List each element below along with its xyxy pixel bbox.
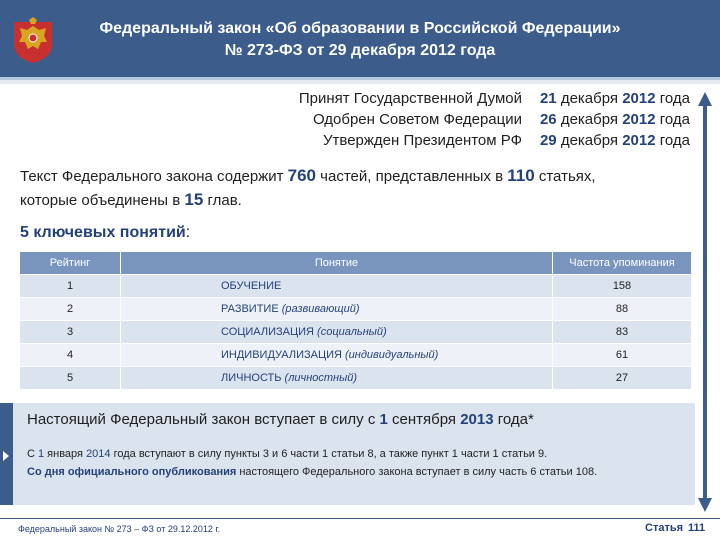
date-year: 2012 [622, 90, 656, 107]
adoption-dates [230, 88, 690, 151]
summary-text: которые объединены в [20, 192, 185, 209]
adoption-date [522, 109, 690, 130]
article-value: 111 [688, 522, 706, 534]
articles-count: 110 [507, 166, 535, 185]
table-row [20, 321, 692, 344]
frequency-cell: 158 [553, 275, 692, 298]
parts-count: 760 [287, 166, 317, 185]
law-summary [20, 164, 680, 212]
notice-month: января [44, 448, 87, 460]
date-year: 2012 [622, 111, 656, 128]
notice-text: года вступают в силу пункты 3 и 6 части 1 статьи 8, а также пункт 1 части 1 статьи 9. [110, 448, 548, 460]
page-title [60, 18, 660, 62]
concept-name: ОБУЧЕНИЕ [221, 280, 282, 292]
date-month: декабря [560, 90, 619, 107]
table-row [20, 367, 692, 390]
notice-day: 1 [379, 411, 388, 428]
vertical-scrollbar[interactable] [698, 92, 712, 512]
adoption-row [230, 130, 690, 151]
adoption-date [522, 130, 690, 151]
concept-cell [121, 344, 553, 367]
notice-text: С [27, 448, 38, 460]
summary-text: Текст Федерального закона содержит [20, 168, 288, 185]
concept-name: РАЗВИТИЕ [221, 303, 279, 315]
coat-of-arms-icon [10, 16, 56, 64]
date-suffix: года [659, 90, 690, 107]
concept-name: ЛИЧНОСТЬ [221, 372, 282, 384]
table-row [20, 344, 692, 367]
scroll-track[interactable] [703, 106, 707, 498]
rank-cell: 1 [20, 275, 121, 298]
table-header-row [20, 252, 692, 275]
date-year: 2012 [622, 132, 656, 149]
summary-text: статьях, [534, 168, 596, 185]
notice-main-text [27, 411, 534, 428]
table-row [20, 275, 692, 298]
notice-side-bar[interactable] [0, 403, 13, 505]
summary-text: частей, представленных в [316, 168, 508, 185]
concept-name: СОЦИАЛИЗАЦИЯ [221, 326, 314, 338]
footer-source: Федеральный закон № 273 – ФЗ от 29.12.2012 г. [18, 524, 221, 534]
date-day: 21 [539, 90, 557, 107]
slide-footer [0, 518, 720, 541]
adoption-label: Одобрен Советом Федерации [312, 111, 522, 128]
expand-triangle-icon[interactable] [3, 451, 9, 461]
slide-header [0, 0, 720, 80]
column-header-concept: Понятие [121, 252, 553, 275]
title-line-2: № 273-ФЗ от 29 декабря 2012 года [224, 42, 496, 59]
concepts-heading [20, 224, 190, 242]
article-number [640, 522, 705, 534]
scroll-up-arrow-icon[interactable] [698, 92, 712, 106]
date-day: 26 [539, 111, 557, 128]
adoption-row [230, 88, 690, 109]
concepts-heading-text: 5 ключевых понятий [20, 224, 186, 241]
header-separator [0, 80, 720, 84]
notice-month: сентября [387, 411, 461, 428]
frequency-cell: 27 [553, 367, 692, 390]
frequency-cell: 61 [553, 344, 692, 367]
concept-adjective: (личностный) [284, 372, 357, 384]
concept-cell [121, 298, 553, 321]
rank-cell: 3 [20, 321, 121, 344]
rank-cell: 4 [20, 344, 121, 367]
adoption-label: Утвержден Президентом РФ [323, 132, 522, 149]
concepts-heading-colon: : [185, 224, 191, 241]
concept-adjective: (индивидуальный) [345, 349, 439, 361]
notice-details [27, 445, 597, 481]
notice-text: Настоящий Федеральный закон вступает в силу с [27, 411, 380, 428]
date-month: декабря [560, 132, 619, 149]
concept-cell [121, 321, 553, 344]
entry-into-force-notice [0, 403, 695, 505]
notice-lead: Со дня официального опубликования [27, 466, 237, 478]
date-month: декабря [560, 111, 619, 128]
date-suffix: года [659, 111, 690, 128]
notice-text: настоящего Федерального закона вступает в силу часть 6 статьи 108. [236, 466, 598, 478]
notice-year: 2013 [460, 411, 494, 428]
table-row [20, 298, 692, 321]
chapters-count: 15 [184, 190, 204, 209]
adoption-date [522, 88, 690, 109]
notice-day: 1 [38, 448, 45, 460]
date-day: 29 [539, 132, 557, 149]
notice-text: года* [493, 411, 534, 428]
concept-adjective: (социальный) [317, 326, 387, 338]
notice-year: 2014 [86, 448, 111, 460]
column-header-frequency: Частота упоминания [553, 252, 692, 275]
date-suffix: года [659, 132, 690, 149]
concept-adjective: (развивающий) [281, 303, 360, 315]
scroll-down-arrow-icon[interactable] [698, 498, 712, 512]
concept-cell [121, 367, 553, 390]
title-line-1: Федеральный закон «Об образовании в Российской Федерации» [99, 20, 621, 37]
rank-cell: 5 [20, 367, 121, 390]
concepts-table [19, 251, 692, 390]
summary-text: глав. [203, 192, 242, 209]
concept-name: ИНДИВИДУАЛИЗАЦИЯ [221, 349, 342, 361]
adoption-label: Принят Государственной Думой [298, 90, 522, 107]
frequency-cell: 88 [553, 298, 692, 321]
column-header-rank: Рейтинг [20, 252, 121, 275]
concept-cell [121, 275, 553, 298]
article-label: Статья [645, 522, 684, 534]
rank-cell: 2 [20, 298, 121, 321]
frequency-cell: 83 [553, 321, 692, 344]
adoption-row [230, 109, 690, 130]
